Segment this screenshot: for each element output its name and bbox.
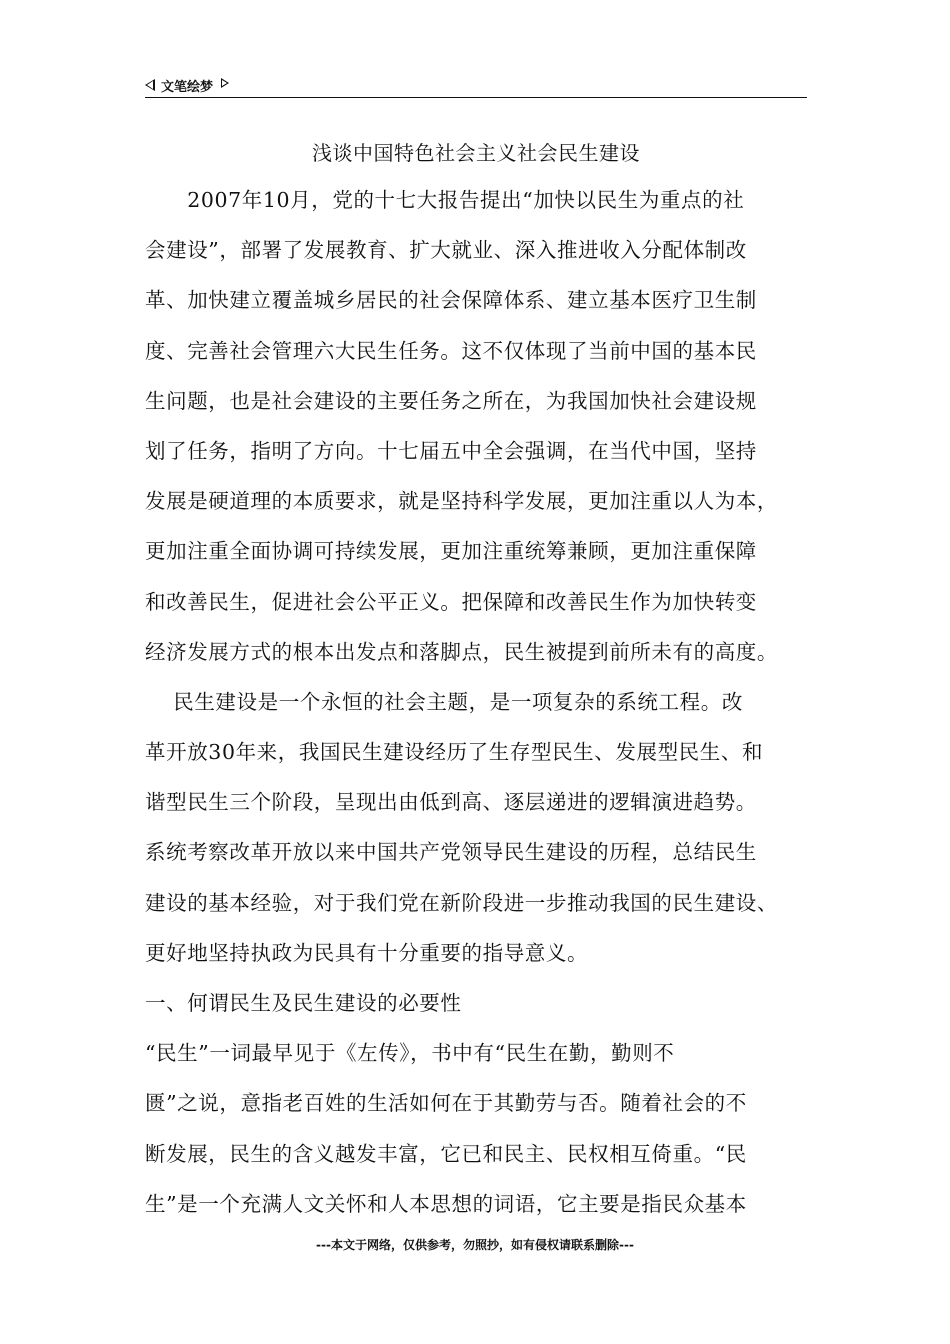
text-line: 更好地坚持执政为民具有十分重要的指导意义。: [145, 940, 589, 965]
text-line: 革开放30年来，我国民生建设经历了生存型民生、发展型民生、和: [145, 740, 764, 765]
text-line: 谐型民生三个阶段，呈现出由低到高、逐层递进的逻辑演进趋势。: [145, 790, 757, 815]
text-line: 2007年10月，党的十七大报告提出“加快以民生为重点的社: [145, 188, 745, 212]
text-line: 和改善民生，促进社会公平正义。把保障和改善民生作为加快转变: [145, 589, 757, 614]
text-line: “民生”一词最早见于《左传》，书中有“民生在勤，勤则不: [145, 1041, 675, 1066]
text-line: 革、加快建立覆盖城乡居民的社会保障体系、建立基本医疗卫生制: [145, 288, 757, 313]
text-line: 经济发展方式的根本出发点和落脚点，民生被提到前所未有的高度。: [145, 639, 778, 664]
text-line: 断发展，民生的含义越发丰富，它已和民主、民权相互倚重。“民: [145, 1141, 747, 1166]
text-line: 民生建设是一个永恒的社会主题，是一项复杂的系统工程。改: [145, 689, 743, 714]
section-heading: 一、何谓民生及民生建设的必要性: [145, 991, 462, 1015]
text-line: 发展是硬道理的本质要求，就是坚持科学发展，更加注重以人为本，: [145, 489, 778, 514]
page-header: [145, 74, 805, 96]
triangle-left-icon: [145, 79, 155, 91]
text-line: 生”是一个充满人文关怀和人本思想的词语，它主要是指民众基本: [145, 1191, 747, 1216]
header-divider: [145, 97, 807, 98]
document-title: 浅谈中国特色社会主义社会民生建设: [312, 141, 640, 165]
text-line: 度、完善社会管理六大民生任务。这不仅体现了当前中国的基本民: [145, 338, 757, 363]
text-line: 生问题，也是社会建设的主要任务之所在，为我国加快社会建设规: [145, 388, 757, 413]
footer-disclaimer: ---本文于网络，仅供参考，勿照抄，如有侵权请联系删除---: [316, 1238, 634, 1252]
text-line: 划了任务，指明了方向。十七届五中全会强调，在当代中国，坚持: [145, 438, 757, 463]
text-line: 更加注重全面协调可持续发展，更加注重统筹兼顾，更加注重保障: [145, 539, 757, 564]
text-line: 建设的基本经验，对于我们党在新阶段进一步推动我国的民生建设、: [145, 890, 778, 915]
text-line: 匮”之说，意指老百姓的生活如何在于其勤劳与否。随着社会的不: [145, 1091, 747, 1116]
text-line: 系统考察改革开放以来中国共产党领导民生建设的历程，总结民生: [145, 840, 757, 865]
document-body: [145, 180, 810, 1234]
header-brand: 文笔绘梦: [161, 79, 214, 95]
triangle-right-icon: [221, 78, 229, 88]
text-line: 会建设”，部署了发展教育、扩大就业、深入推进收入分配体制改: [145, 238, 747, 263]
